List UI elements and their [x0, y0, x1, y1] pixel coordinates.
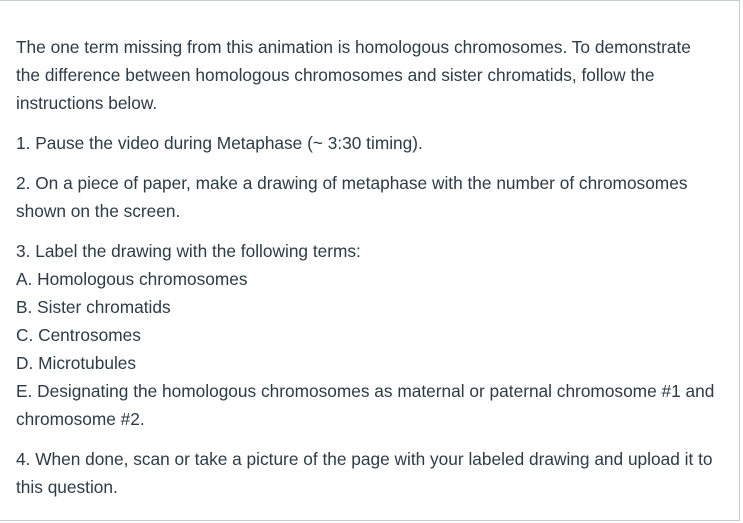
intro-paragraph: The one term missing from this animation is homologous chromosomes. To demonstrate the difference between homologous chromosomes and sister chromatids, follow the instructions below.: [16, 37, 691, 113]
label-item-a: A. Homologous chromosomes: [16, 269, 248, 289]
step-3-heading: 3. Label the drawing with the following terms:: [16, 241, 361, 261]
question-text: [16, 33, 716, 501]
step-3: [16, 237, 716, 433]
step-4: 4. When done, scan or take a picture of the page with your labeled drawing and upload it to this question.: [16, 449, 713, 497]
label-item-e: E. Designating the homologous chromosomes as maternal or paternal chromosome #1 and chromosome #2.: [16, 381, 715, 429]
step-1: 1. Pause the video during Metaphase (~ 3:30 timing).: [16, 133, 423, 153]
label-item-d: D. Microtubules: [16, 353, 137, 373]
label-item-c: C. Centrosomes: [16, 325, 141, 345]
label-item-b: B. Sister chromatids: [16, 297, 171, 317]
step-2: 2. On a piece of paper, make a drawing of metaphase with the number of chromosomes shown on the screen.: [16, 173, 688, 221]
